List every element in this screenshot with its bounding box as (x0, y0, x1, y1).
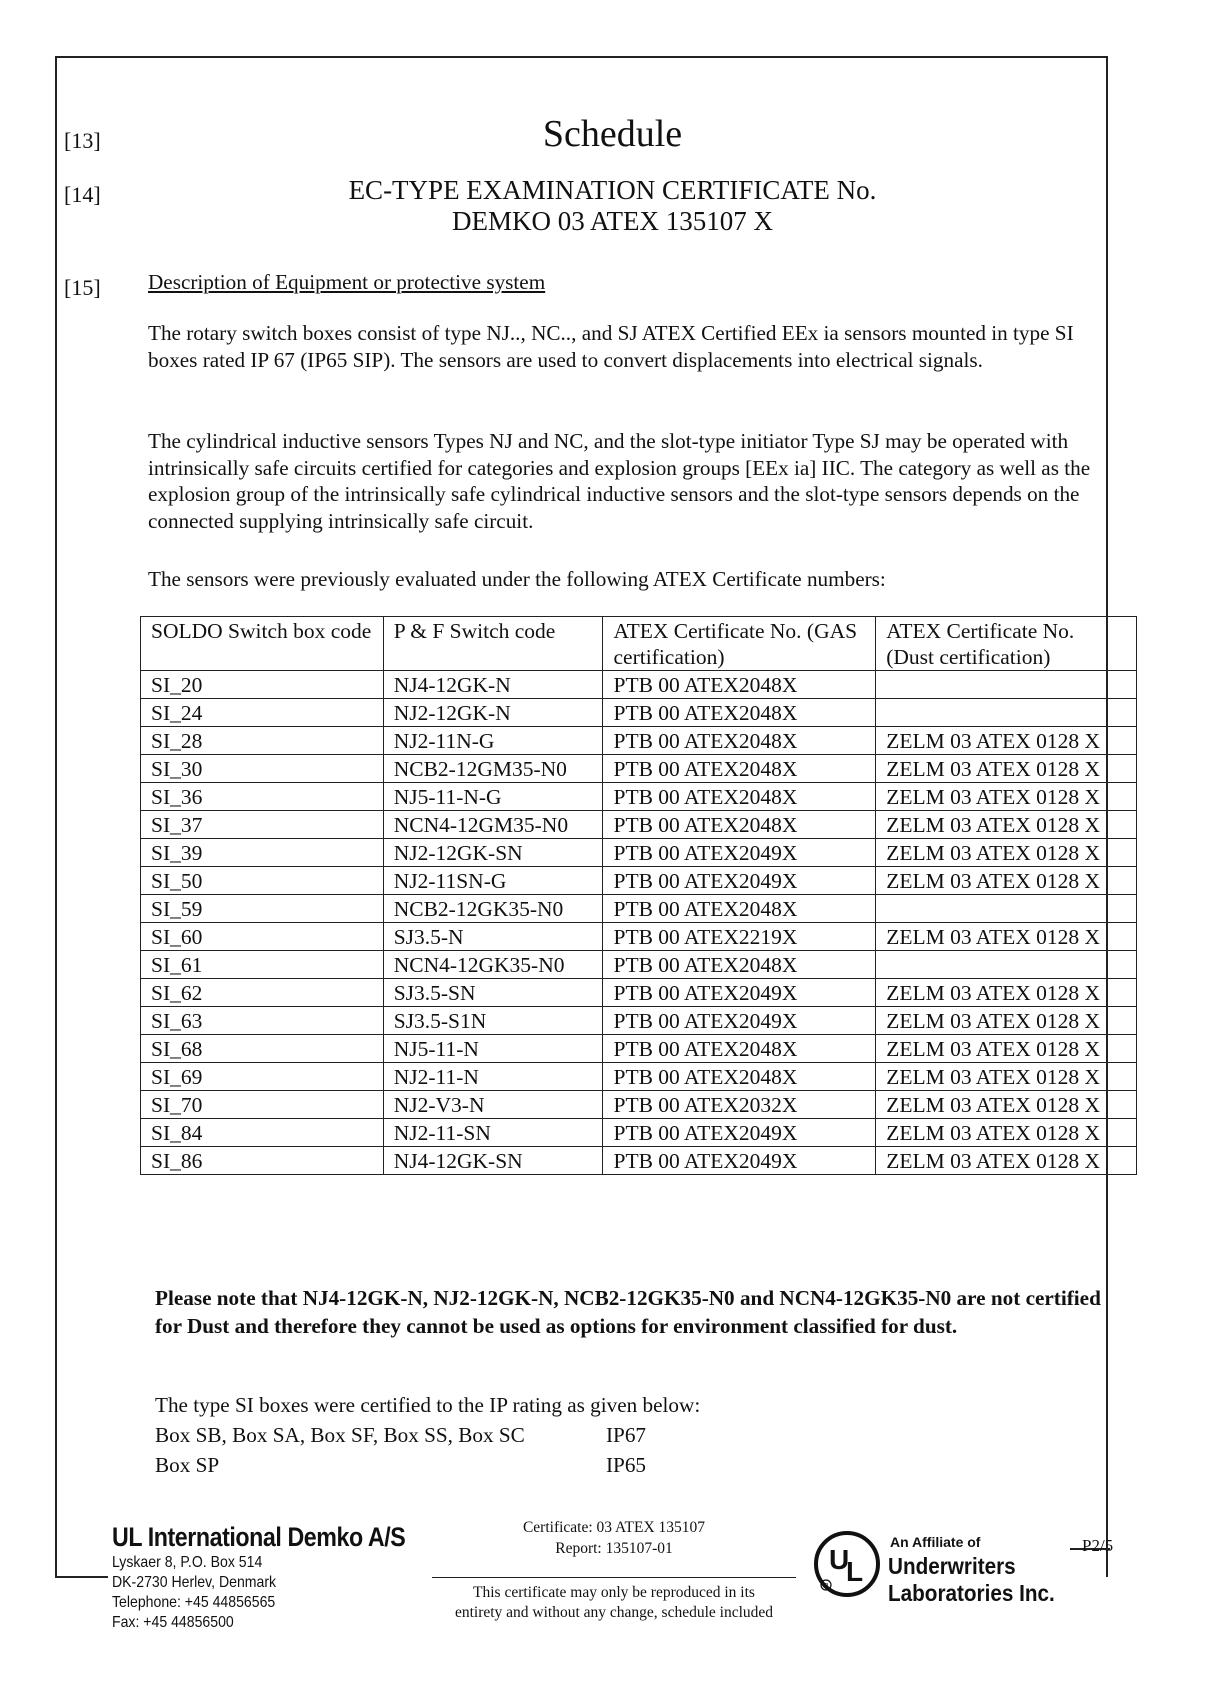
cell-gas-cert: PTB 00 ATEX2048X (603, 951, 876, 979)
ul-name-line-1: Underwriters (888, 1553, 1016, 1579)
cell-soldo-code: SI_37 (141, 811, 384, 839)
cell-gas-cert: PTB 00 ATEX2048X (603, 1035, 876, 1063)
cell-gas-cert: PTB 00 ATEX2048X (603, 783, 876, 811)
table-header-row (141, 617, 1137, 671)
table-row (141, 1147, 1137, 1175)
cell-gas-cert: PTB 00 ATEX2048X (603, 811, 876, 839)
cell-gas-cert: PTB 00 ATEX2048X (603, 727, 876, 755)
header-dust-cert: ATEX Certificate No. (Dust certification) (876, 617, 1137, 671)
certificate-number: DEMKO 03 ATEX 135107 X (452, 206, 773, 236)
ip-row-1-label: Box SB, Box SA, Box SF, Box SS, Box SC (155, 1423, 525, 1447)
description-para-1: The rotary switch boxes consist of type NJ.., NC.., and SJ ATEX Certified EEx ia sensors mounted in type SI boxes rated IP 67 (IP65 SIP). The sensors are used to convert displacements into electrical signals. (148, 321, 1074, 372)
table-row (141, 895, 1137, 923)
table-row (141, 727, 1137, 755)
marker-15: [15] (64, 275, 101, 300)
cell-soldo-code: SI_60 (141, 923, 384, 951)
cell-pf-code: SJ3.5-SN (383, 979, 603, 1007)
cell-pf-code: NJ2-12GK-SN (383, 839, 603, 867)
cell-soldo-code: SI_86 (141, 1147, 384, 1175)
cell-pf-code: NJ4-12GK-SN (383, 1147, 603, 1175)
cell-soldo-code: SI_59 (141, 895, 384, 923)
dust-note: Please note that NJ4-12GK-N, NJ2-12GK-N, NCB2-12GK35-N0 and NCN4-12GK35-N0 are not certified for Dust and therefore they cannot be used as options for environment classified for dust. (155, 1286, 1101, 1338)
cell-pf-code: NJ5-11-N (383, 1035, 603, 1063)
cell-pf-code: NJ2-11N-G (383, 727, 603, 755)
report-ref: Report: 135107-01 (555, 1540, 673, 1557)
table-row (141, 1063, 1137, 1091)
description-para-2: The cylindrical inductive sensors Types NJ and NC, and the slot-type initiator Type SJ may be operated with intrinsically safe circuits certified for categories and explosion groups [EEx ia] IIC. The category as well as the explosion group of the intrinsically safe cylindrical inductive sensors and the slot-type sensors depends on the connected supplying intrinsically safe circuit. (148, 429, 1091, 533)
cell-gas-cert: PTB 00 ATEX2048X (603, 671, 876, 699)
cell-gas-cert: PTB 00 ATEX2049X (603, 1007, 876, 1035)
marker-13: [13] (64, 128, 101, 153)
cell-pf-code: NCB2-12GM35-N0 (383, 755, 603, 783)
cell-gas-cert: PTB 00 ATEX2032X (603, 1091, 876, 1119)
cell-dust-cert (876, 951, 1137, 979)
table-body (141, 671, 1137, 1175)
frame-bottom-left (55, 1576, 108, 1578)
cell-pf-code: SJ3.5-N (383, 923, 603, 951)
marker-14: [14] (64, 182, 101, 207)
table-row (141, 755, 1137, 783)
cell-dust-cert: ZELM 03 ATEX 0128 X (876, 1063, 1137, 1091)
cell-soldo-code: SI_39 (141, 839, 384, 867)
cell-gas-cert: PTB 00 ATEX2048X (603, 1063, 876, 1091)
cell-gas-cert: PTB 00 ATEX2049X (603, 839, 876, 867)
cell-pf-code: NJ2-11SN-G (383, 867, 603, 895)
cell-pf-code: NCB2-12GK35-N0 (383, 895, 603, 923)
description-heading: Description of Equipment or protective system (148, 270, 546, 294)
header-soldo-code: SOLDO Switch box code (141, 617, 384, 671)
cell-dust-cert: ZELM 03 ATEX 0128 X (876, 783, 1137, 811)
address-line-2: DK-2730 Herlev, Denmark (112, 1574, 277, 1591)
cell-soldo-code: SI_69 (141, 1063, 384, 1091)
table-row (141, 923, 1137, 951)
cell-soldo-code: SI_70 (141, 1091, 384, 1119)
cell-gas-cert: PTB 00 ATEX2049X (603, 867, 876, 895)
table-row (141, 1035, 1137, 1063)
cell-dust-cert: ZELM 03 ATEX 0128 X (876, 923, 1137, 951)
table-row (141, 867, 1137, 895)
page-title: Schedule (542, 113, 683, 155)
cell-dust-cert (876, 671, 1137, 699)
table-row (141, 671, 1137, 699)
cell-soldo-code: SI_68 (141, 1035, 384, 1063)
cell-dust-cert: ZELM 03 ATEX 0128 X (876, 755, 1137, 783)
cell-gas-cert: PTB 00 ATEX2219X (603, 923, 876, 951)
cell-pf-code: NJ5-11-N-G (383, 783, 603, 811)
cell-pf-code: NCN4-12GK35-N0 (383, 951, 603, 979)
cell-dust-cert: ZELM 03 ATEX 0128 X (876, 1091, 1137, 1119)
cell-soldo-code: SI_50 (141, 867, 384, 895)
ip-intro: The type SI boxes were certified to the IP rating as given below: (155, 1393, 701, 1417)
table-row (141, 811, 1137, 839)
reproduce-note-1: This certificate may only be reproduced in its (473, 1584, 755, 1601)
cell-dust-cert: ZELM 03 ATEX 0128 X (876, 1147, 1137, 1175)
cell-dust-cert (876, 699, 1137, 727)
cell-soldo-code: SI_63 (141, 1007, 384, 1035)
description-para-3: The sensors were previously evaluated under the following ATEX Certificate numbers: (148, 567, 886, 591)
table-row (141, 1007, 1137, 1035)
svg-text:U: U (829, 1544, 850, 1575)
cell-pf-code: NJ2-12GK-N (383, 699, 603, 727)
cell-soldo-code: SI_36 (141, 783, 384, 811)
table-row (141, 1091, 1137, 1119)
cell-gas-cert: PTB 00 ATEX2048X (603, 699, 876, 727)
header-gas-cert: ATEX Certificate No. (GAS certification) (603, 617, 876, 671)
fax: Fax: +45 44856500 (112, 1614, 234, 1631)
svg-text:L: L (846, 1556, 864, 1587)
ul-logo-icon (812, 1529, 882, 1599)
cell-gas-cert: PTB 00 ATEX2048X (603, 755, 876, 783)
cell-dust-cert: ZELM 03 ATEX 0128 X (876, 867, 1137, 895)
cell-soldo-code: SI_20 (141, 671, 384, 699)
ip-row-1-value: IP67 (606, 1423, 647, 1447)
ul-name-line-2: Laboratories Inc. (888, 1580, 1055, 1606)
table-row (141, 839, 1137, 867)
cell-dust-cert: ZELM 03 ATEX 0128 X (876, 1007, 1137, 1035)
table-row (141, 951, 1137, 979)
cell-dust-cert: ZELM 03 ATEX 0128 X (876, 979, 1137, 1007)
certificate-ref: Certificate: 03 ATEX 135107 (522, 1519, 706, 1536)
cell-pf-code: NJ2-11-N (383, 1063, 603, 1091)
table-row (141, 1119, 1137, 1147)
cell-gas-cert: PTB 00 ATEX2049X (603, 1147, 876, 1175)
cell-gas-cert: PTB 00 ATEX2049X (603, 1119, 876, 1147)
svg-text:R: R (823, 1583, 829, 1590)
reproduce-note-2: entirety and without any change, schedule included (454, 1604, 774, 1621)
certificate-title: EC-TYPE EXAMINATION CERTIFICATE No. (348, 175, 877, 205)
table-row (141, 979, 1137, 1007)
header-pf-code: P & F Switch code (383, 617, 603, 671)
cell-pf-code: NJ2-V3-N (383, 1091, 603, 1119)
affiliate-label: An Affiliate of (890, 1534, 981, 1550)
cell-soldo-code: SI_62 (141, 979, 384, 1007)
page-number: P2/5 (1082, 1536, 1114, 1555)
cell-soldo-code: SI_84 (141, 1119, 384, 1147)
cell-dust-cert (876, 895, 1137, 923)
footer-divider (432, 1577, 796, 1578)
cell-pf-code: NJ4-12GK-N (383, 671, 603, 699)
company-name: UL International Demko A/S (112, 1522, 406, 1552)
address-line-1: Lyskaer 8, P.O. Box 514 (112, 1554, 263, 1571)
cell-dust-cert: ZELM 03 ATEX 0128 X (876, 1119, 1137, 1147)
cell-soldo-code: SI_24 (141, 699, 384, 727)
cell-dust-cert: ZELM 03 ATEX 0128 X (876, 727, 1137, 755)
cell-dust-cert: ZELM 03 ATEX 0128 X (876, 811, 1137, 839)
cell-dust-cert: ZELM 03 ATEX 0128 X (876, 839, 1137, 867)
cell-gas-cert: PTB 00 ATEX2049X (603, 979, 876, 1007)
cell-pf-code: NCN4-12GM35-N0 (383, 811, 603, 839)
table-row (141, 783, 1137, 811)
cell-soldo-code: SI_30 (141, 755, 384, 783)
table-row (141, 699, 1137, 727)
cell-pf-code: SJ3.5-S1N (383, 1007, 603, 1035)
cell-soldo-code: SI_28 (141, 727, 384, 755)
cell-dust-cert: ZELM 03 ATEX 0128 X (876, 1035, 1137, 1063)
cell-gas-cert: PTB 00 ATEX2048X (603, 895, 876, 923)
certificate-table (140, 616, 1137, 1175)
telephone: Telephone: +45 44856565 (112, 1594, 276, 1611)
cell-pf-code: NJ2-11-SN (383, 1119, 603, 1147)
ip-row-2-label: Box SP (155, 1453, 220, 1477)
ip-row-2-value: IP65 (606, 1453, 647, 1477)
cell-soldo-code: SI_61 (141, 951, 384, 979)
